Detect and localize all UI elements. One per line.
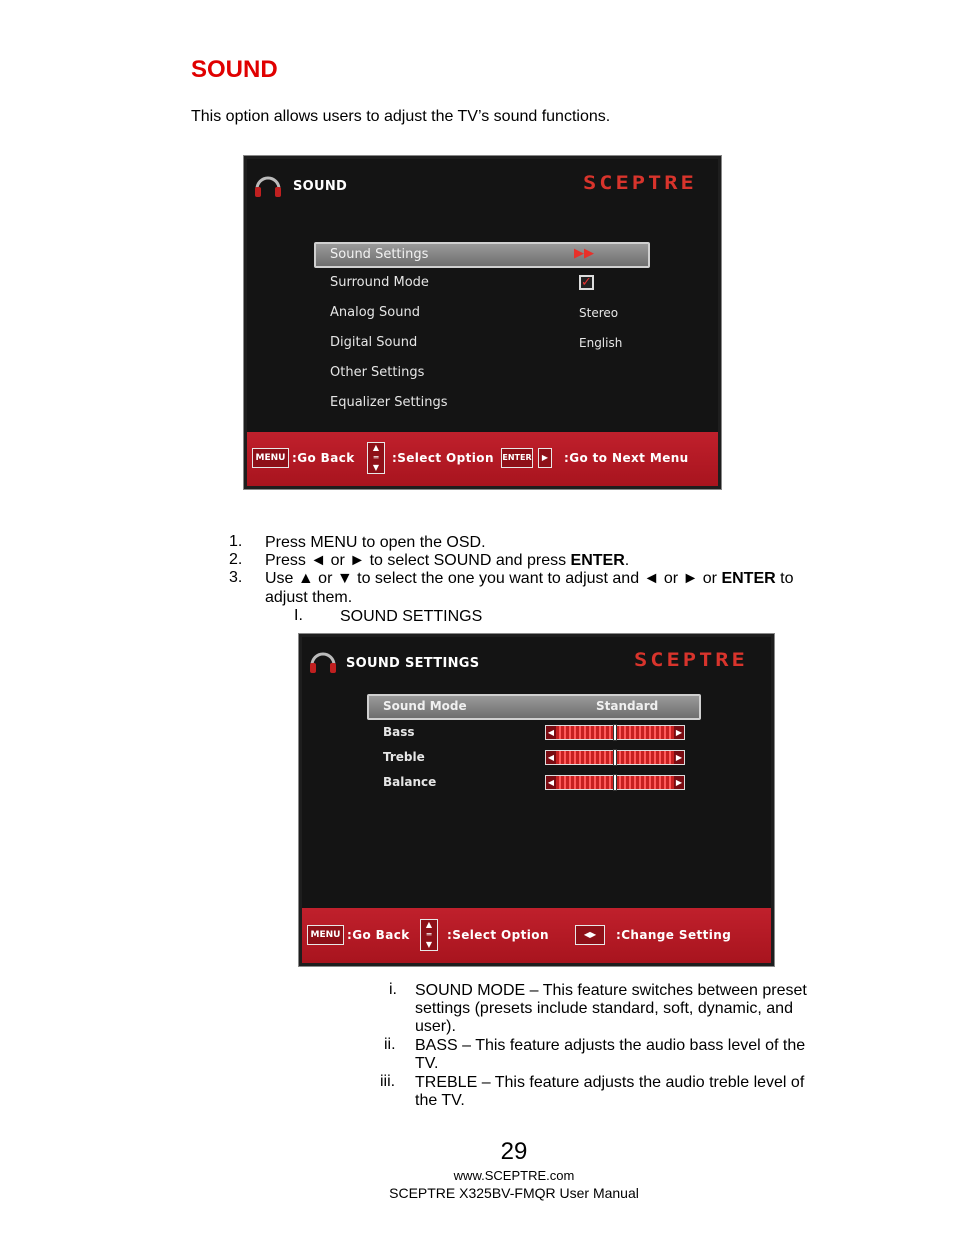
up-down-icon: ▲ ═ ▼ (367, 442, 385, 474)
right-arrow-icon[interactable]: ▶ (675, 778, 683, 787)
bass-slider[interactable] (545, 725, 685, 740)
step-2-number: 2. (229, 551, 243, 568)
osd-sound-screenshot (244, 156, 721, 489)
intro-text: This option allows users to adjust the TV’s sound functions. (191, 108, 611, 125)
digital-sound-value: English (579, 336, 623, 350)
page-heading: SOUND (191, 56, 278, 83)
osd-title: SOUND (293, 179, 348, 194)
slider-knob[interactable] (613, 724, 617, 741)
select-option-label: :Select Option (392, 451, 494, 465)
detail-ii-line2: TV. (415, 1055, 439, 1072)
right-arrow-icon[interactable]: ▶ (675, 753, 683, 762)
right-arrow-icon[interactable]: ▶ (675, 728, 683, 737)
sceptre-logo: SCEPTRE (634, 649, 748, 672)
balance-label: Balance (383, 775, 437, 789)
step-2-bold: ENTER (570, 552, 625, 569)
step-2-pre: Press ◄ or ► to select SOUND and press (265, 552, 571, 569)
menu-item-analog-sound[interactable]: Analog Sound (330, 305, 420, 320)
step-3-bold: ENTER (721, 570, 776, 587)
menu-item-sound-settings[interactable]: Sound Settings (330, 247, 429, 262)
bass-label: Bass (383, 725, 415, 739)
go-back-label: :Go Back (292, 451, 355, 465)
change-setting-label: :Change Setting (616, 928, 732, 942)
slider-knob[interactable] (613, 774, 617, 791)
right-arrow-icon: ▶ (538, 448, 552, 468)
go-back-label: :Go Back (347, 928, 410, 942)
menu-item-equalizer-settings[interactable]: Equalizer Settings (330, 395, 448, 410)
sub-heading: SOUND SETTINGS (340, 608, 483, 625)
menu-item-surround-mode[interactable]: Surround Mode (330, 275, 429, 290)
step-2-post: . (624, 552, 630, 569)
select-option-label: :Select Option (447, 928, 549, 942)
osd-footer (302, 908, 771, 963)
detail-i-line1: SOUND MODE – This feature switches between preset (415, 982, 807, 999)
osd-footer (247, 432, 718, 486)
step-3-text-line2: adjust them. (265, 589, 353, 606)
analog-sound-value: Stereo (579, 306, 619, 320)
enter-key-icon: ENTER (501, 448, 533, 468)
left-right-icon: ◀▶ (575, 925, 605, 945)
step-3-number: 3. (229, 569, 243, 586)
manual-name: SCEPTRE X325BV-FMQR User Manual (389, 1185, 639, 1201)
page-number: 29 (500, 1138, 528, 1165)
detail-ii-number: ii. (384, 1036, 396, 1053)
detail-iii-number: iii. (380, 1073, 396, 1090)
left-arrow-icon[interactable]: ◀ (547, 728, 555, 737)
step-1-text: Press MENU to open the OSD. (265, 534, 486, 551)
slider-knob[interactable] (613, 749, 617, 766)
osd-title: SOUND SETTINGS (346, 656, 480, 671)
headphones-icon (308, 645, 338, 675)
sound-mode-value[interactable]: Standard (596, 699, 659, 713)
menu-item-other-settings[interactable]: Other Settings (330, 365, 425, 380)
treble-slider[interactable] (545, 750, 685, 765)
detail-i-line2: settings (presets include standard, soft, dynamic, and (415, 1000, 793, 1017)
surround-checkbox[interactable]: ✓ (579, 275, 594, 290)
sub-number: I. (294, 607, 303, 624)
left-arrow-icon[interactable]: ◀ (547, 778, 555, 787)
left-arrow-icon[interactable]: ◀ (547, 753, 555, 762)
sound-mode-label[interactable]: Sound Mode (383, 699, 467, 713)
menu-key-icon: MENU (252, 448, 289, 468)
next-menu-label: :Go to Next Menu (564, 451, 689, 465)
detail-i-line3: user). (415, 1018, 456, 1035)
step-3-post: to (775, 570, 794, 587)
sceptre-logo: SCEPTRE (583, 172, 697, 195)
menu-key-icon: MENU (307, 925, 344, 945)
detail-ii-line1: BASS – This feature adjusts the audio bass level of the (415, 1037, 806, 1054)
treble-label: Treble (383, 750, 425, 764)
detail-i-number: i. (389, 981, 397, 998)
step-2-text (265, 551, 629, 570)
osd-sound-settings-screenshot (299, 634, 774, 966)
step-1-number: 1. (229, 533, 243, 550)
forward-arrows-icon: ▶▶ (574, 246, 594, 261)
website-link: www.SCEPTRE.com (453, 1168, 575, 1183)
step-3-pre: Use ▲ or ▼ to select the one you want to adjust and ◄ or ► or (265, 570, 722, 587)
detail-iii-line1: TREBLE – This feature adjusts the audio treble level of (415, 1074, 805, 1091)
step-3-text (265, 569, 793, 588)
headphones-icon (253, 169, 283, 199)
menu-item-digital-sound[interactable]: Digital Sound (330, 335, 418, 350)
up-down-icon: ▲ ═ ▼ (420, 919, 438, 951)
balance-slider[interactable] (545, 775, 685, 790)
detail-iii-line2: the TV. (415, 1092, 465, 1109)
